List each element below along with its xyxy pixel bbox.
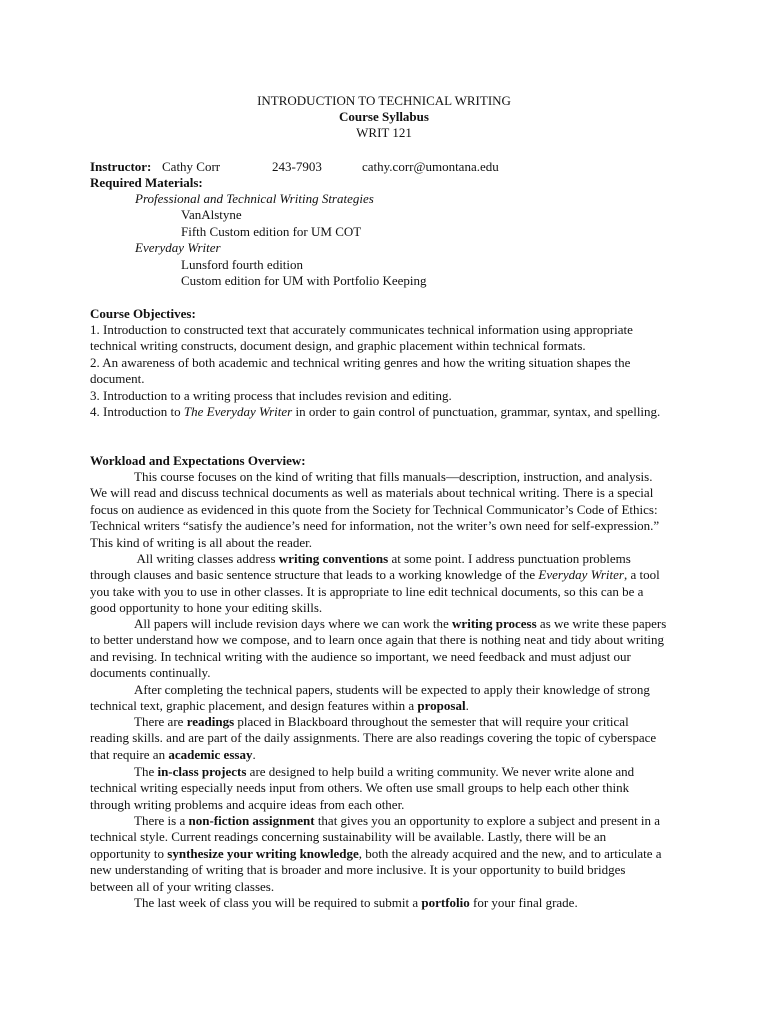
workload-paragraph-6: The in-class projects are designed to help build a writing community. We never write alone and technical writing especially needs input from others. We often use small groups to help each other think through writing problems and acquire ideas from each other. — [90, 764, 635, 812]
instructor-email: cathy.corr@umontana.edu — [362, 159, 499, 174]
objectives-label: Course Objectives: — [90, 306, 196, 321]
instructor-label: Instructor: — [90, 159, 152, 174]
objective-4: 4. Introduction to The Everyday Writer in order to gain control of punctuation, grammar, syntax, and spelling. — [90, 404, 661, 419]
workload-paragraph-3: All papers will include revision days where we can work the writing process as we write these papers to better understand how we compose, and to learn once again that there is nothing neat and tidy about writing and revising. In technical writing with the audience so important, we need feedback and must adjust our documents continually. — [90, 616, 667, 681]
document-title: INTRODUCTION TO TECHNICAL WRITING — [257, 93, 511, 108]
book1-title: Professional and Technical Writing Strategies — [135, 191, 374, 206]
course-code: WRIT 121 — [356, 125, 412, 140]
objective-2: 2. An awareness of both academic and technical writing genres and how the writing situation shapes the document. — [90, 355, 631, 387]
workload-paragraph-8: The last week of class you will be required to submit a portfolio for your final grade. — [134, 895, 578, 910]
objective-3: 3. Introduction to a writing process that includes revision and editing. — [90, 388, 452, 403]
workload-paragraph-2: All writing classes address writing conventions at some point. I address punctuation problems through clauses and basic sentence structure that leads to a working knowledge of the Everyday Writer, a tool you take with you to use in other classes. It is appropriate to line edit technical documents, so this can be a good opportunity to hone your editing skills. — [90, 551, 660, 616]
workload-paragraph-5: There are readings placed in Blackboard throughout the semester that will require your critical reading skills. and are part of the daily assignments. There are also readings covering the topic of cyberspace that require an academic essay. — [90, 714, 657, 762]
book2-author: Lunsford fourth edition — [181, 257, 304, 272]
book2-edition: Custom edition for UM with Portfolio Keeping — [181, 273, 427, 288]
book1-author: VanAlstyne — [181, 207, 242, 222]
workload-paragraph-7: There is a non-fiction assignment that gives you an opportunity to explore a subject and present in a technical style. Current readings concerning sustainability will be available. Lastly, there will be an opportunity to synthesize your writing knowledge, both the already acquired and the new, and to articulate a new understanding of writing that is broader and more inclusive. It is your opportunity to build bridges between all of your writing classes. — [90, 813, 662, 894]
objective-1: 1. Introduction to constructed text that accurately communicates technical information using appropriate technical writing constructs, document design, and graphic placement within technical formats. — [90, 322, 633, 354]
instructor-name: Cathy Corr — [162, 159, 221, 174]
workload-paragraph-4: After completing the technical papers, students will be expected to apply their knowledge of strong technical text, graphic placement, and design features within a proposal. — [90, 682, 650, 714]
document-subtitle: Course Syllabus — [339, 109, 429, 124]
workload-paragraph-1: This course focuses on the kind of writing that fills manuals—description, instruction, and analysis. We will read and discuss technical documents as well as materials about technical writing. There is a special focus on audience as evidenced in this quote from the Society for Technical Communicator’s Code of Ethics: Technical writers “satisfy the audience’s need for information, not the writer’s own need for self-expression.” This kind of writing is all about the reader. — [90, 469, 660, 550]
workload-label: Workload and Expectations Overview: — [90, 453, 306, 468]
book1-edition: Fifth Custom edition for UM COT — [181, 224, 362, 239]
instructor-phone: 243-7903 — [272, 159, 322, 174]
materials-label: Required Materials: — [90, 175, 203, 190]
book2-title: Everyday Writer — [135, 240, 221, 255]
